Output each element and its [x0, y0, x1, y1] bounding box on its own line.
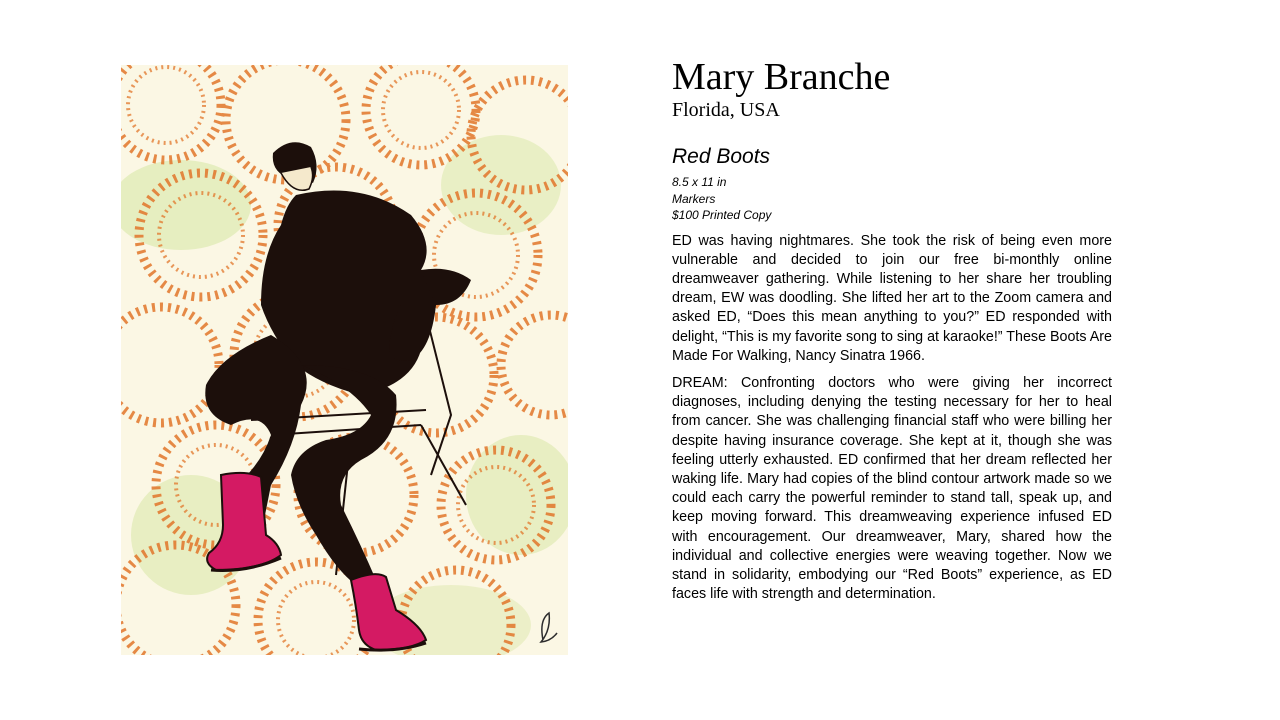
- artwork-price: $100 Printed Copy: [672, 208, 772, 222]
- artwork-info: [672, 56, 1112, 604]
- painting-figure-red-boots-icon: [121, 65, 568, 655]
- artwork-medium: Markers: [672, 191, 716, 206]
- description-paragraph-story: ED was having nightmares. She took the risk of being even more vulnerable and decided to join our free bi-monthly online dreamweaver gathering. While listening to her share her troubling dream, EW was doodling. She lifted her art to the Zoom camera and asked ED, “Does this mean anything to you?” ED responded with delight, “This is my favorite song to sing at karaoke!” These Boots Are Made For Walking, Nancy Sinatra 1966.: [672, 232, 1112, 364]
- artwork-title: Red Boots: [672, 145, 771, 168]
- artist-name: Mary Branche: [672, 56, 891, 98]
- artwork-image: [121, 65, 568, 655]
- description-paragraph-dream: DREAM: Confronting doctors who were giving her incorrect diagnoses, including denying the testing necessary for her to heal from cancer. She was challenging financial staff who were billing her despite having insurance coverage. She kept at it, though she was feeling utterly exhausted. ED confirmed that her dream reflected her waking life. Mary had copies of the blind contour artwork made so we could each carry the powerful reminder to stand tall, speak up, and keep moving forward. This dreamweaving experience infused ED with encouragement. Our dreamweaver, Mary, shared how the individual and collective energies were weaving together. Now we stand in solidarity, embodying our “Red Boots” experience, as ED faces life with strength and determination.: [672, 374, 1112, 603]
- artwork-size: 8.5 x 11 in: [672, 175, 727, 189]
- artist-location: Florida, USA: [672, 99, 780, 121]
